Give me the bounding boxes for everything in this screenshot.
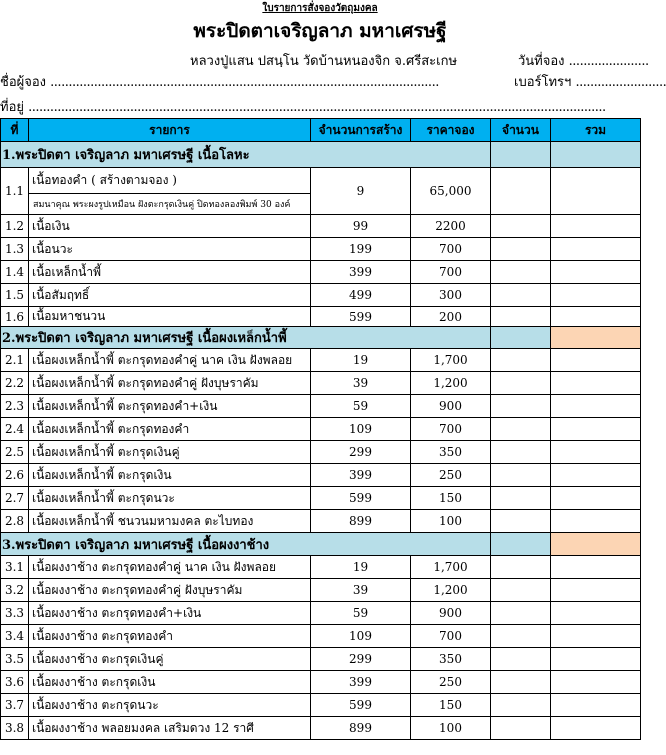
table-row bbox=[1, 441, 641, 464]
row-price: 1,700 bbox=[411, 349, 491, 372]
col-header-price: ราคาจอง bbox=[411, 119, 491, 142]
row-amount-input[interactable] bbox=[491, 625, 551, 648]
row-item: เนื้อผงงาช้าง พลอยมงคล เสริมดวง 12 ราศี bbox=[29, 717, 311, 740]
row-amount-input[interactable] bbox=[491, 602, 551, 625]
row-item: เนื้อผงงาช้าง ตะกรุดทองคำ+เงิน bbox=[29, 602, 311, 625]
row-qty: 899 bbox=[311, 717, 411, 740]
row-item: เนื้อทองคำ ( สร้างตามจอง ) bbox=[29, 168, 311, 194]
row-item: เนื้อนวะ bbox=[29, 238, 311, 261]
row-no: 2.5 bbox=[1, 441, 29, 464]
row-price: 1,200 bbox=[411, 372, 491, 395]
main-title: พระปิดตาเจริญลาภ มหาเศรษฐี bbox=[193, 20, 447, 42]
phone-label: เบอร์โทรฯ bbox=[514, 75, 572, 90]
table-row bbox=[1, 671, 641, 694]
row-total-cell bbox=[551, 556, 641, 579]
row-item: เนื้อผงเหล็กน้ำพี้ ตะกรุดทองคำคู่ ฝังบุษราคัม bbox=[29, 372, 311, 395]
row-price: 2200 bbox=[411, 215, 491, 238]
row-qty: 109 bbox=[311, 418, 411, 441]
row-amount-input[interactable] bbox=[491, 717, 551, 740]
row-amount-input[interactable] bbox=[491, 648, 551, 671]
row-price: 1,200 bbox=[411, 579, 491, 602]
order-table bbox=[0, 118, 641, 740]
table-row bbox=[1, 694, 641, 717]
row-no: 2.8 bbox=[1, 510, 29, 533]
row-amount-input[interactable] bbox=[491, 671, 551, 694]
table-row bbox=[1, 215, 641, 238]
col-header-total: รวม bbox=[551, 119, 641, 142]
row-item: เนื้อผงเหล็กน้ำพี้ ตะกรุดเงินคู่ bbox=[29, 441, 311, 464]
row-qty: 59 bbox=[311, 602, 411, 625]
section-amount-cell bbox=[491, 327, 551, 349]
row-item: เนื้อผงเหล็กน้ำพี้ ตะกรุดเงิน bbox=[29, 464, 311, 487]
row-amount-input[interactable] bbox=[491, 556, 551, 579]
row-amount-input[interactable] bbox=[491, 579, 551, 602]
row-amount-input[interactable] bbox=[491, 464, 551, 487]
document-header bbox=[0, 0, 666, 116]
row-qty: 39 bbox=[311, 372, 411, 395]
row-amount-input[interactable] bbox=[491, 418, 551, 441]
section-total-cell bbox=[551, 142, 641, 168]
row-qty: 39 bbox=[311, 579, 411, 602]
section-title: 2.พระปิดตา เจริญลาภ มหาเศรษฐี เนื้อผงเหล็กน้ำพี้ bbox=[1, 327, 491, 349]
row-total-cell bbox=[551, 510, 641, 533]
row-item: เนื้อเหล็กน้ำพี้ bbox=[29, 261, 311, 284]
row-qty: 599 bbox=[311, 487, 411, 510]
row-amount-input[interactable] bbox=[491, 694, 551, 717]
booker-name-field[interactable]: ชื่อผู้จอง ........................................................................................................... bbox=[0, 75, 439, 90]
table-row bbox=[1, 556, 641, 579]
row-item: เนื้อผงเหล็กน้ำพี้ ตะกรุดทองคำคู่ นาค เงิน ฝังพลอย bbox=[29, 349, 311, 372]
row-qty: 9 bbox=[311, 168, 411, 215]
row-price: 300 bbox=[411, 284, 491, 307]
row-amount-input[interactable] bbox=[491, 372, 551, 395]
row-total-cell bbox=[551, 625, 641, 648]
phone-field[interactable]: เบอร์โทรฯ ......................... bbox=[514, 75, 666, 90]
section-total-cell bbox=[551, 533, 641, 556]
row-total-cell bbox=[551, 464, 641, 487]
row-total-cell bbox=[551, 579, 641, 602]
row-price: 350 bbox=[411, 648, 491, 671]
row-qty: 899 bbox=[311, 510, 411, 533]
row-qty: 399 bbox=[311, 464, 411, 487]
row-total-cell bbox=[551, 717, 641, 740]
table-row bbox=[1, 395, 641, 418]
table-row bbox=[1, 464, 641, 487]
table-header-row bbox=[1, 119, 641, 142]
row-qty: 299 bbox=[311, 441, 411, 464]
row-item: เนื้อผงเหล็กน้ำพี้ ตะกรุดทองคำ+เงิน bbox=[29, 395, 311, 418]
row-price: 250 bbox=[411, 671, 491, 694]
table-row bbox=[1, 510, 641, 533]
row-qty: 599 bbox=[311, 307, 411, 327]
row-item: เนื้อผงงาช้าง ตะกรุดนวะ bbox=[29, 694, 311, 717]
row-no: 3.8 bbox=[1, 717, 29, 740]
table-row bbox=[1, 579, 641, 602]
row-price: 900 bbox=[411, 602, 491, 625]
row-item: เนื้อเงิน bbox=[29, 215, 311, 238]
row-price: 150 bbox=[411, 487, 491, 510]
row-amount-input[interactable] bbox=[491, 215, 551, 238]
row-total-cell bbox=[551, 349, 641, 372]
row-total-cell bbox=[551, 284, 641, 307]
row-note: สมนาคุณ พระผงรูปเหมือน ฝังตะกรุดเงินคู่ ปิดทองลองพิมพ์ 30 องค์ bbox=[29, 194, 311, 215]
row-total-cell bbox=[551, 441, 641, 464]
row-no: 3.2 bbox=[1, 579, 29, 602]
row-amount-input[interactable] bbox=[491, 395, 551, 418]
row-price: 350 bbox=[411, 441, 491, 464]
row-no: 1.4 bbox=[1, 261, 29, 284]
row-price: 700 bbox=[411, 418, 491, 441]
row-no: 2.6 bbox=[1, 464, 29, 487]
col-header-item: รายการ bbox=[29, 119, 311, 142]
row-item: เนื้อมหาชนวน bbox=[29, 307, 311, 327]
row-qty: 499 bbox=[311, 284, 411, 307]
table-row bbox=[1, 307, 641, 327]
row-item: เนื้อผงงาช้าง ตะกรุดเงินคู่ bbox=[29, 648, 311, 671]
section-title: 3.พระปิดตา เจริญลาภ มหาเศรษฐี เนื้อผงงาช้าง bbox=[1, 533, 491, 556]
row-qty: 19 bbox=[311, 349, 411, 372]
row-qty: 99 bbox=[311, 215, 411, 238]
table-row bbox=[1, 168, 641, 194]
subtitle: หลวงปู่แสน ปสนฺโน วัดบ้านหนองจิก จ.ศรีสะเกษ bbox=[190, 54, 458, 69]
table-row bbox=[1, 261, 641, 284]
row-total-cell bbox=[551, 238, 641, 261]
form-title: ใบรายการสั่งจองวัตถุมงคล bbox=[262, 3, 378, 14]
col-header-qty: จำนวนการสร้าง bbox=[311, 119, 411, 142]
row-item: เนื้อผงงาช้าง ตะกรุดเงิน bbox=[29, 671, 311, 694]
address-field[interactable]: ที่อยู่ ............................................................................................................................................................... bbox=[0, 100, 606, 115]
table-row bbox=[1, 238, 641, 261]
row-total-cell bbox=[551, 671, 641, 694]
section-total-cell bbox=[551, 327, 641, 349]
row-no: 3.1 bbox=[1, 556, 29, 579]
row-amount-input[interactable] bbox=[491, 487, 551, 510]
row-qty: 109 bbox=[311, 625, 411, 648]
row-total-cell bbox=[551, 372, 641, 395]
row-total-cell bbox=[551, 602, 641, 625]
table-row bbox=[1, 487, 641, 510]
row-no: 3.7 bbox=[1, 694, 29, 717]
row-no: 1.6 bbox=[1, 307, 29, 327]
row-amount-input[interactable] bbox=[491, 238, 551, 261]
row-no: 3.6 bbox=[1, 671, 29, 694]
row-amount-input[interactable] bbox=[491, 168, 551, 215]
section-row-2 bbox=[1, 327, 641, 349]
row-amount-input[interactable] bbox=[491, 349, 551, 372]
row-amount-input[interactable] bbox=[491, 510, 551, 533]
row-no: 3.4 bbox=[1, 625, 29, 648]
row-no: 3.3 bbox=[1, 602, 29, 625]
row-item: เนื้อผงงาช้าง ตะกรุดทองคำคู่ นาค เงิน ฝังพลอย bbox=[29, 556, 311, 579]
row-no: 2.3 bbox=[1, 395, 29, 418]
table-row bbox=[1, 372, 641, 395]
table-row bbox=[1, 602, 641, 625]
row-total-cell bbox=[551, 395, 641, 418]
booking-date-field[interactable]: วันที่จอง ...................... bbox=[518, 54, 649, 69]
row-qty: 599 bbox=[311, 694, 411, 717]
row-qty: 399 bbox=[311, 261, 411, 284]
booker-name-label: ชื่อผู้จอง bbox=[0, 75, 47, 90]
row-qty: 199 bbox=[311, 238, 411, 261]
row-total-cell bbox=[551, 418, 641, 441]
section-row-1 bbox=[1, 142, 641, 168]
row-total-cell bbox=[551, 694, 641, 717]
table-row bbox=[1, 418, 641, 441]
row-price: 65,000 bbox=[411, 168, 491, 215]
row-item: เนื้อผงงาช้าง ตะกรุดทองคำคู่ ฝังบุษราคัม bbox=[29, 579, 311, 602]
section-row-3 bbox=[1, 533, 641, 556]
row-price: 1,700 bbox=[411, 556, 491, 579]
row-price: 250 bbox=[411, 464, 491, 487]
row-price: 700 bbox=[411, 261, 491, 284]
row-amount-input[interactable] bbox=[491, 261, 551, 284]
row-no: 1.2 bbox=[1, 215, 29, 238]
row-price: 150 bbox=[411, 694, 491, 717]
row-no: 1.5 bbox=[1, 284, 29, 307]
section-amount-cell bbox=[491, 142, 551, 168]
row-item: เนื้อผงเหล็กน้ำพี้ ตะกรุดนวะ bbox=[29, 487, 311, 510]
row-price: 100 bbox=[411, 510, 491, 533]
row-qty: 59 bbox=[311, 395, 411, 418]
row-amount-input[interactable] bbox=[491, 307, 551, 327]
row-no: 1.1 bbox=[1, 168, 29, 215]
row-item: เนื้อผงเหล็กน้ำพี้ ชนวนมหามงคล ตะไบทอง bbox=[29, 510, 311, 533]
row-no: 2.7 bbox=[1, 487, 29, 510]
row-price: 100 bbox=[411, 717, 491, 740]
row-no: 2.2 bbox=[1, 372, 29, 395]
row-price: 700 bbox=[411, 238, 491, 261]
table-row bbox=[1, 284, 641, 307]
row-no: 1.3 bbox=[1, 238, 29, 261]
row-no: 3.5 bbox=[1, 648, 29, 671]
row-qty: 299 bbox=[311, 648, 411, 671]
row-amount-input[interactable] bbox=[491, 441, 551, 464]
col-header-no: ที่ bbox=[1, 119, 29, 142]
row-total-cell bbox=[551, 307, 641, 327]
table-row bbox=[1, 349, 641, 372]
row-total-cell bbox=[551, 648, 641, 671]
row-qty: 19 bbox=[311, 556, 411, 579]
section-title: 1.พระปิดตา เจริญลาภ มหาเศรษฐี เนื้อโลหะ bbox=[1, 142, 491, 168]
row-price: 900 bbox=[411, 395, 491, 418]
row-price: 200 bbox=[411, 307, 491, 327]
table-row bbox=[1, 625, 641, 648]
row-total-cell bbox=[551, 215, 641, 238]
row-total-cell bbox=[551, 487, 641, 510]
row-item: เนื้อสัมฤทธิ์ bbox=[29, 284, 311, 307]
row-item: เนื้อผงงาช้าง ตะกรุดทองคำ bbox=[29, 625, 311, 648]
row-price: 700 bbox=[411, 625, 491, 648]
row-item: เนื้อผงเหล็กน้ำพี้ ตะกรุดทองคำ bbox=[29, 418, 311, 441]
row-no: 2.1 bbox=[1, 349, 29, 372]
row-total-cell bbox=[551, 261, 641, 284]
table-row bbox=[1, 717, 641, 740]
table-row bbox=[1, 648, 641, 671]
row-qty: 399 bbox=[311, 671, 411, 694]
row-total-cell bbox=[551, 168, 641, 215]
row-no: 2.4 bbox=[1, 418, 29, 441]
booking-date-label: วันที่จอง bbox=[518, 54, 565, 69]
address-label: ที่อยู่ bbox=[0, 100, 24, 115]
section-amount-cell bbox=[491, 533, 551, 556]
col-header-amount: จำนวน bbox=[491, 119, 551, 142]
row-amount-input[interactable] bbox=[491, 284, 551, 307]
